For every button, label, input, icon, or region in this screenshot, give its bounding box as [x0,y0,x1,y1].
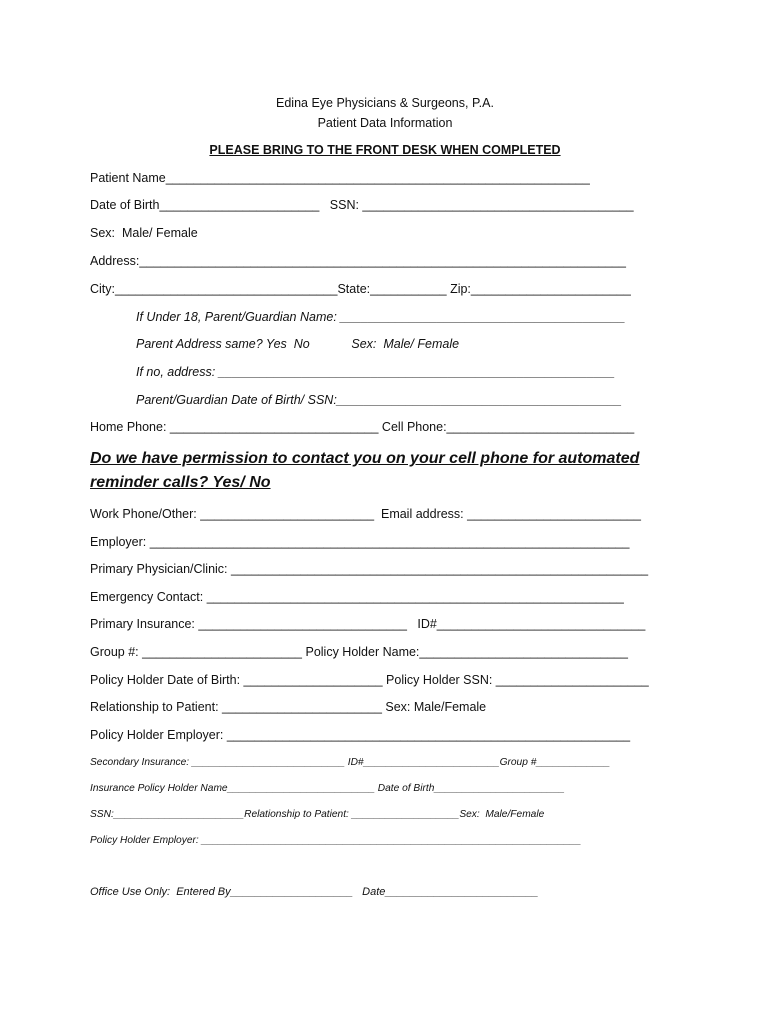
emergency-contact-field[interactable]: Emergency Contact: ____________________________________________________________ [90,590,624,604]
parent-address-same-field[interactable]: Parent Address same? Yes No Sex: Male/ Female [136,337,460,351]
holder-employer-field[interactable]: Policy Holder Employer: __________________________________________________________ [90,728,631,742]
office-use-only[interactable]: Office Use Only: Entered By____________________ Date_________________________ [90,886,539,898]
secondary-holder-employer-field[interactable]: Policy Holder Employer: ___________________________________________________________________ [90,835,582,846]
org-name: Edina Eye Physicians & Surgeons, P.A. [276,96,494,110]
holder-dob-ssn-field[interactable]: Policy Holder Date of Birth: ____________________ Policy Holder SSN: ______________________ [90,673,649,687]
patient-name-field[interactable]: Patient Name_____________________________________________________________ [90,171,590,185]
guardian-name-field[interactable]: If Under 18, Parent/Guardian Name: _________________________________________ [136,310,626,324]
employer-field[interactable]: Employer: _____________________________________________________________________ [90,535,630,549]
home-cell-phone-field[interactable]: Home Phone: ______________________________ Cell Phone:___________________________ [90,420,635,434]
form-title: Patient Data Information [317,116,453,130]
secondary-ssn-relationship-field[interactable]: SSN:_______________________Relationship to Patient: ___________________Sex: Male/Female [90,809,545,820]
address-field[interactable]: Address:______________________________________________________________________ [90,254,626,268]
guardian-dob-ssn-field[interactable]: Parent/Guardian Date of Birth/ SSN:_________________________________________ [136,393,622,407]
secondary-insurance-field[interactable]: Secondary Insurance: ___________________________ ID#________________________Group #_____________ [90,757,611,768]
primary-physician-field[interactable]: Primary Physician/Clinic: ____________________________________________________________ [90,562,649,576]
dob-ssn-field[interactable]: Date of Birth_______________________ SSN: _______________________________________ [90,198,634,212]
permission-question-line1: Do we have permission to contact you on your cell phone for automated [90,450,640,467]
work-email-field[interactable]: Work Phone/Other: _________________________ Email address: _________________________ [90,507,641,521]
city-state-zip-field[interactable]: City:________________________________State:___________ Zip:_______________________ [90,282,631,296]
primary-insurance-field[interactable]: Primary Insurance: ______________________________ ID#______________________________ [90,617,646,631]
sex-field[interactable]: Sex: Male/ Female [90,226,198,240]
if-no-address-field[interactable]: If no, address: _________________________________________________________ [136,365,615,379]
secondary-holder-name-dob-field[interactable]: Insurance Policy Holder Name__________________________ Date of Birth_______________________ [90,783,565,794]
instruction-heading: PLEASE BRING TO THE FRONT DESK WHEN COMPLETED [209,143,561,157]
permission-question-line2[interactable]: reminder calls? Yes/ No [90,474,271,491]
group-holder-name-field[interactable]: Group #: _______________________ Policy Holder Name:______________________________ [90,645,628,659]
relationship-sex-field[interactable]: Relationship to Patient: _______________________ Sex: Male/Female [90,700,487,714]
